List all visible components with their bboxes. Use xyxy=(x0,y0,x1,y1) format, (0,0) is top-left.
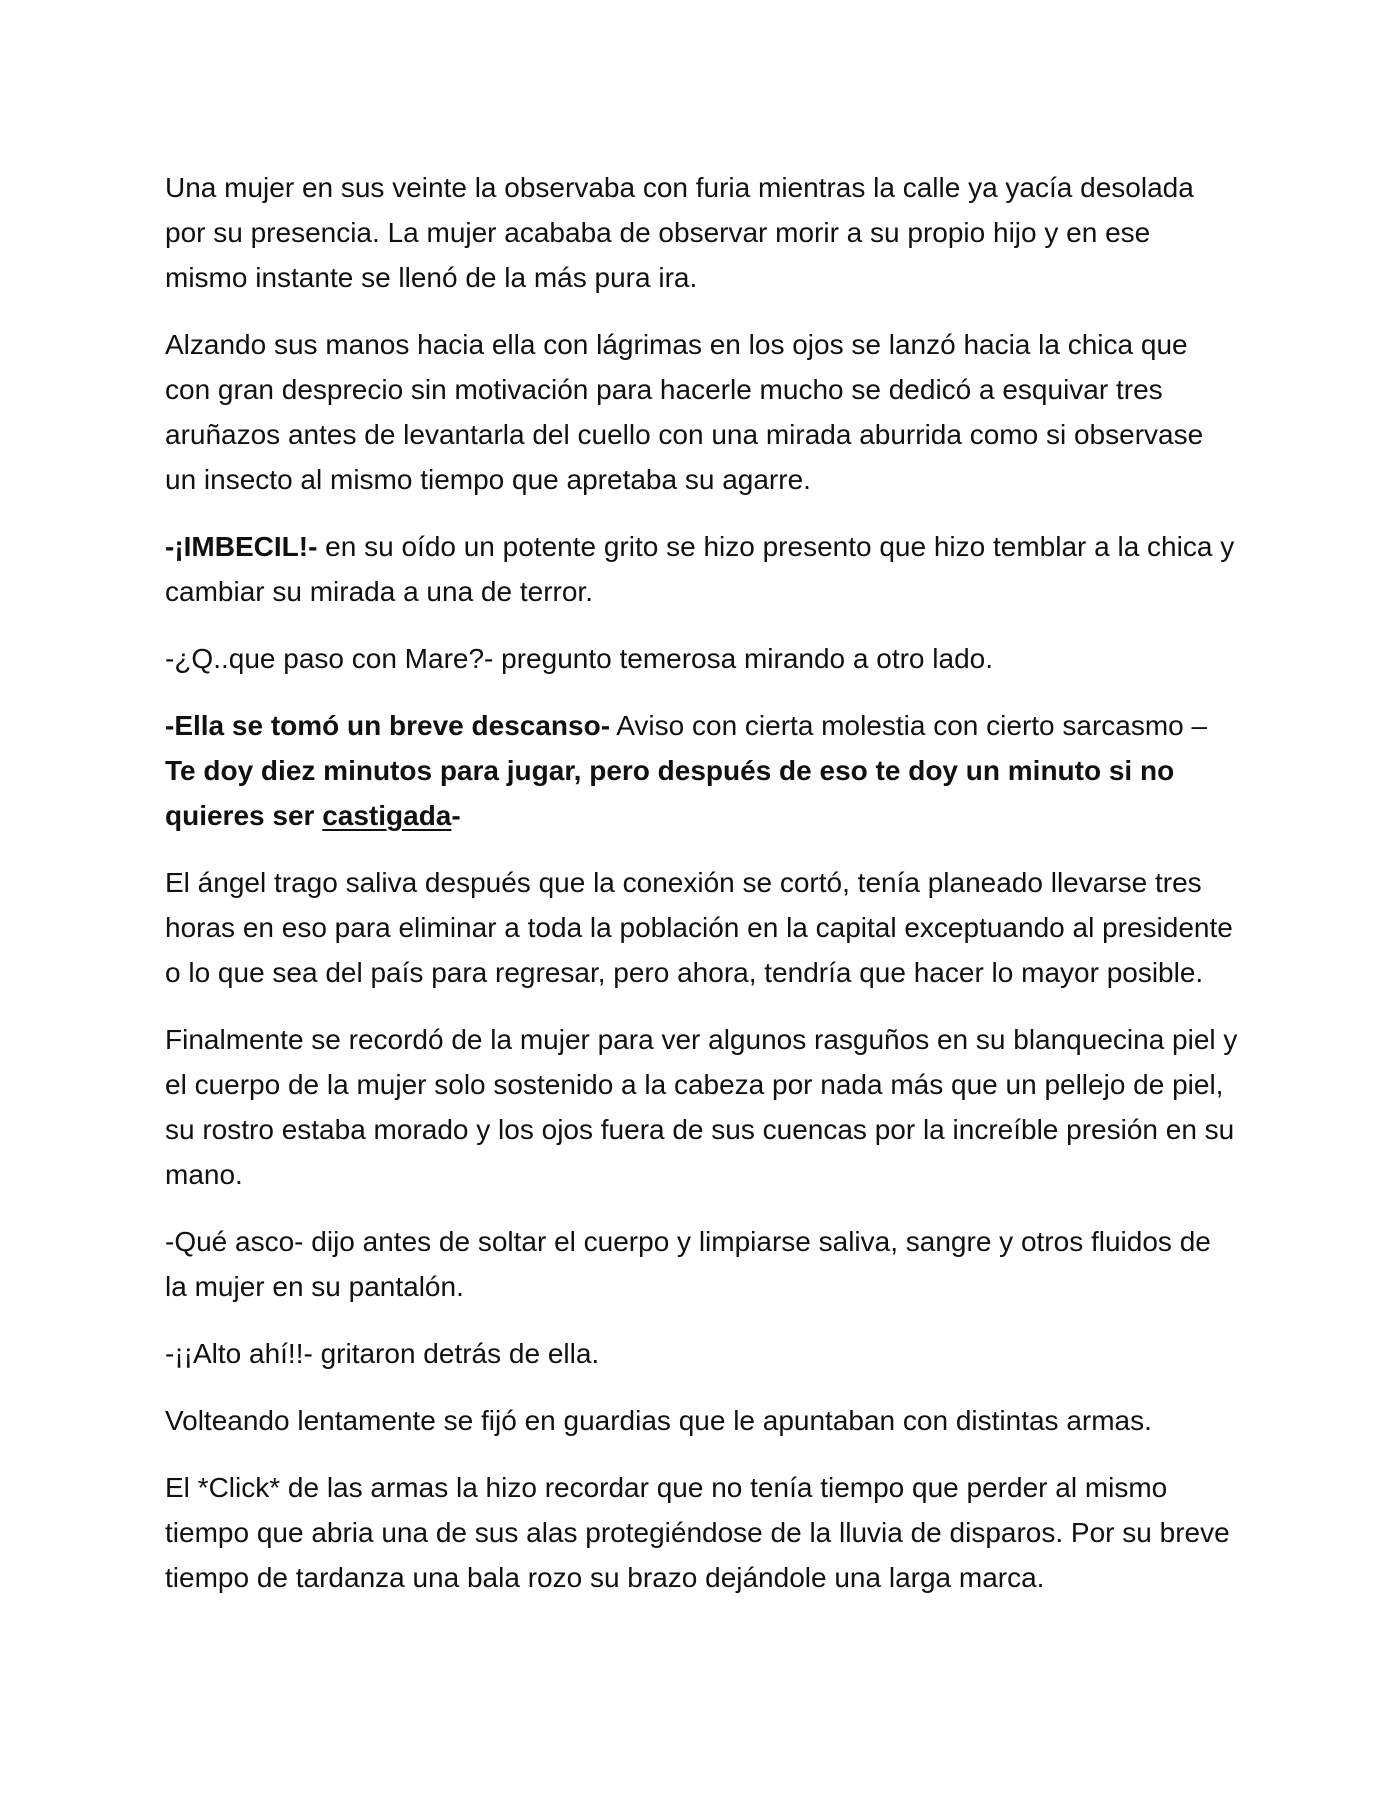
paragraph-8 xyxy=(165,1219,1240,1309)
paragraph-text: -¿Q..que paso con Mare?- pregunto temerosa mirando a otro lado. xyxy=(165,643,993,674)
paragraph-text: -¡¡Alto ahí!!- gritaron detrás de ella. xyxy=(165,1338,600,1369)
paragraph-text: Aviso con cierta molestia con cierto sarcasmo – xyxy=(610,710,1208,741)
paragraph-text: -Qué asco- dijo antes de soltar el cuerpo y limpiarse saliva, sangre y otros fluidos de la mujer en su pantalón. xyxy=(165,1226,1211,1302)
paragraph-text: Volteando lentamente se fijó en guardias que le apuntaban con distintas armas. xyxy=(165,1405,1152,1436)
document-body xyxy=(165,165,1240,1622)
paragraph-1 xyxy=(165,165,1240,300)
paragraph-text: Una mujer en sus veinte la observaba con furia mientras la calle ya yacía desolada por su presencia. La mujer acababa de observar morir a su propio hijo y en ese mismo instante se llenó de la más pura ira. xyxy=(165,172,1194,293)
paragraph-9 xyxy=(165,1331,1240,1376)
paragraph-10 xyxy=(165,1398,1240,1443)
paragraph-text: El *Click* de las armas la hizo recordar que no tenía tiempo que perder al mismo tiempo que abria una de sus alas protegiéndose de la lluvia de disparos. Por su breve tiempo de tardanza una bala rozo su brazo dejándole una larga marca. xyxy=(165,1472,1230,1593)
paragraph-6 xyxy=(165,860,1240,995)
paragraph-text: Finalmente se recordó de la mujer para ver algunos rasguños en su blanquecina piel y el cuerpo de la mujer solo sostenido a la cabeza por nada más que un pellejo de piel, su rostro estaba morado y los ojos fuera de sus cuencas por la increíble presión en su mano. xyxy=(165,1024,1238,1190)
paragraph-7 xyxy=(165,1017,1240,1197)
paragraph-2 xyxy=(165,322,1240,502)
dialogue-bold-text: - xyxy=(451,800,461,831)
shout-text: -¡IMBECIL!- xyxy=(165,531,318,562)
paragraph-text: en su oído un potente grito se hizo presento que hizo temblar a la chica y cambiar su mirada a una de terror. xyxy=(165,531,1235,607)
paragraph-text: El ángel trago saliva después que la conexión se cortó, tenía planeado llevarse tres horas en eso para eliminar a toda la población en la capital exceptuando al presidente o lo que sea del país para regresar, pero ahora, tendría que hacer lo mayor posible. xyxy=(165,867,1233,988)
paragraph-4 xyxy=(165,636,1240,681)
paragraph-11 xyxy=(165,1465,1240,1600)
underlined-word: castigada xyxy=(322,800,452,831)
dialogue-bold-text: Te doy diez minutos para jugar, pero después de eso te doy un minuto si no quieres ser xyxy=(165,755,1175,831)
dialogue-bold-text: -Ella se tomó un breve descanso- xyxy=(165,710,611,741)
paragraph-3 xyxy=(165,524,1240,614)
paragraph-text: Alzando sus manos hacia ella con lágrimas en los ojos se lanzó hacia la chica que con gran desprecio sin motivación para hacerle mucho se dedicó a esquivar tres aruñazos antes de levantarla del cuello con una mirada aburrida como si observase un insecto al mismo tiempo que apretaba su agarre. xyxy=(165,329,1204,495)
paragraph-5 xyxy=(165,703,1240,838)
